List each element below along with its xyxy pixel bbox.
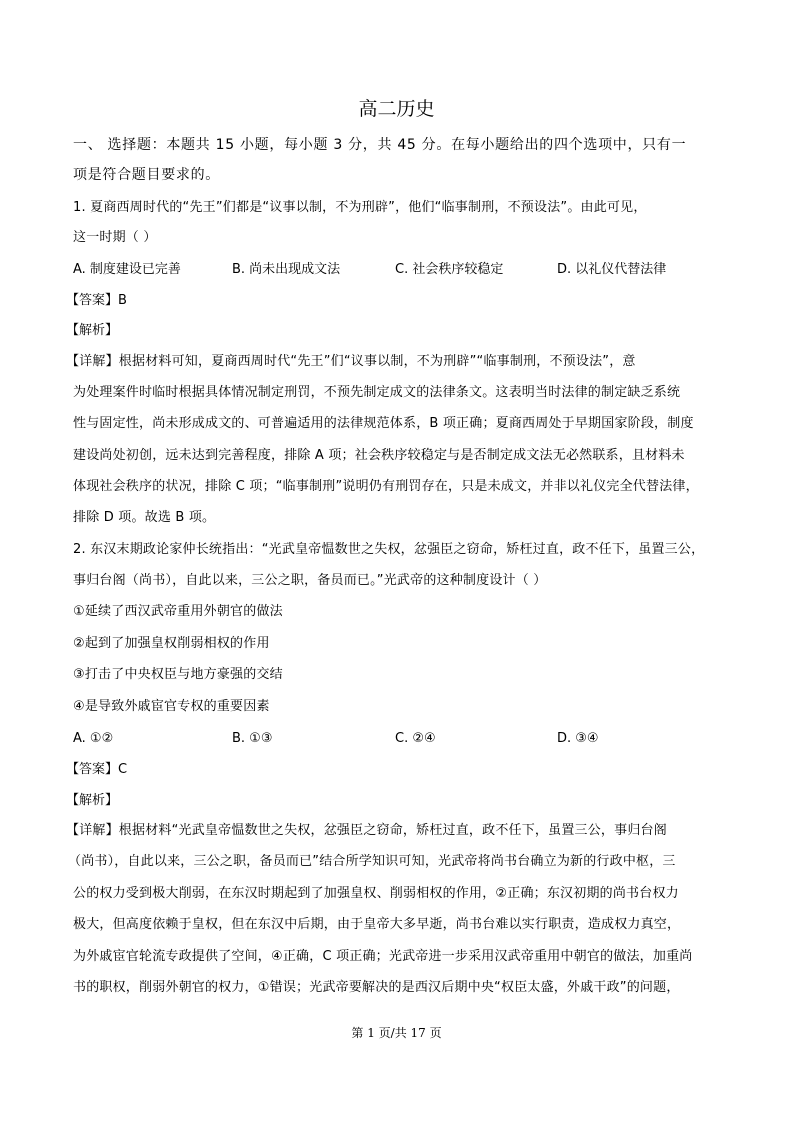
section-heading-line-1: 一、 选择题：本题共 15 小题，每小题 3 分，共 45 分。在每小题给出的四个选项中，只有一 <box>73 137 687 153</box>
q1-option-c: C. 社会秩序较稳定 <box>395 262 504 277</box>
q2-analysis-tag: 【解析】 <box>66 793 119 808</box>
q1-analysis-tag: 【解析】 <box>66 323 119 338</box>
q1-option-b: B. 尚未出现成文法 <box>232 262 341 277</box>
q2-statement-1: ①延续了西汉武帝重用外朝官的做法 <box>73 604 283 619</box>
section-heading-line-2: 项是符合题目要求的。 <box>73 167 220 183</box>
q2-answer: 【答案】C <box>66 762 128 777</box>
q1-option-a: A. 制度建设已完善 <box>73 262 181 277</box>
q1-explanation-line-2: 为处理案件时临时根据具体情况制定刑罚，不预先制定成文的法律条文。这表明当时法律的制定缺乏系统 <box>73 385 681 400</box>
q1-explanation-line-4: 建设尚处初创，远未达到完善程度，排除 A 项；社会秩序较稳定与是否制定成文法无必然联系，且材料未 <box>73 448 685 463</box>
q1-explanation-line-6: 排除 D 项。故选 B 项。 <box>73 510 216 525</box>
q1-stem-line-2: 这一时期（ ） <box>73 230 157 245</box>
q2-option-d: D. ③④ <box>557 731 599 746</box>
q2-statement-3: ③打击了中央权臣与地方豪强的交结 <box>73 667 283 682</box>
q2-explanation-line-6: 书的职权，削弱外朝官的权力，①错误；光武帝要解决的是西汉后期中央“权臣太盛，外戚干政”的问题， <box>73 980 680 995</box>
q2-explanation-line-2: （尚书），自此以来，三公之职，备员而已”结合所学知识可知，光武帝将尚书台确立为新的行政中枢，三 <box>68 854 676 869</box>
q2-explanation-line-5: 为外戚宦官轮流专政提供了空间，④正确，C 项正确；光武帝进一步采用汉武帝重用中朝官的做法，加重尚 <box>73 949 693 964</box>
q1-explanation-line-1: 【详解】根据材料可知，夏商西周时代“先王”们“议事以制，不为刑辟”“临事制刑，不预设法”，意 <box>66 354 636 369</box>
q2-stem-line-2: 事归台阁（尚书），自此以来，三公之职，备员而已。”光武帝的这种制度设计（ ） <box>73 573 547 588</box>
q2-statement-4: ④是导致外戚宦官专权的重要因素 <box>73 699 270 714</box>
q2-option-b: B. ①③ <box>232 731 273 746</box>
q2-statement-2: ②起到了加强皇权削弱相权的作用 <box>73 636 270 651</box>
q2-explanation-line-1: 【详解】根据材料“光武皇帝愠数世之失权，忿强臣之窃命，矫枉过直，政不任下，虽置三公，事归台阁 <box>66 823 667 838</box>
page-title: 高二历史 <box>358 98 435 120</box>
q1-answer: 【答案】B <box>66 293 127 308</box>
q2-stem-line-1: 2. 东汉末期政论家仲长统指出：“光武皇帝愠数世之失权，忿强臣之窃命，矫枉过直，政不任下，虽置三公， <box>73 542 705 557</box>
q1-stem-line-1: 1. 夏商西周时代的“先王”们都是“议事以制，不为刑辟”，他们“临事制刑，不预设法”。由此可见， <box>73 200 647 215</box>
q2-option-a: A. ①② <box>73 731 114 746</box>
q1-option-d: D. 以礼仪代替法律 <box>557 262 667 277</box>
q2-option-c: C. ②④ <box>395 731 436 746</box>
q2-explanation-line-4: 极大，但高度依赖于皇权，但在东汉中后期，由于皇帝大多早逝，尚书台难以实行职责，造成权力真空， <box>73 917 681 932</box>
q2-explanation-line-3: 公的权力受到极大削弱，在东汉时期起到了加强皇权、削弱相权的作用，②正确；东汉初期的尚书台权力 <box>73 886 679 901</box>
q1-explanation-line-5: 体现社会秩序的状况，排除 C 项；“临事制刑”说明仍有刑罚存在，只是未成文，并非以礼仪完全代替法律， <box>73 479 699 494</box>
q1-explanation-line-3: 性与固定性，尚未形成成文的、可普遍适用的法律规范体系，B 项正确；夏商西周处于早期国家阶段，制度 <box>73 416 694 431</box>
page-footer: 第 1 页/共 17 页 <box>351 1026 442 1040</box>
